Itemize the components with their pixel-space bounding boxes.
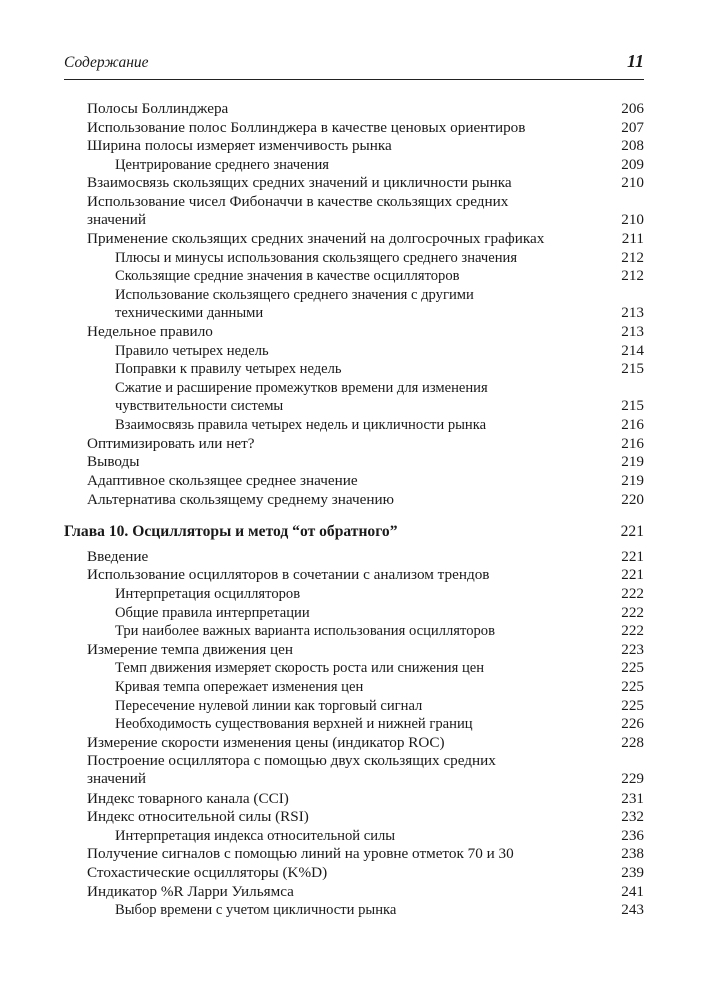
toc-entry-page: 226 xyxy=(621,715,644,733)
toc-entry-page: 220 xyxy=(621,490,644,508)
toc-entry-title: Пересечение нулевой линии как торговый сигнал xyxy=(115,697,423,714)
toc-entry-page: 216 xyxy=(621,434,644,452)
toc-entry-page: 236 xyxy=(621,826,644,844)
toc-entry-page: 207 xyxy=(621,118,644,136)
toc-entry-page: 225 xyxy=(621,696,644,714)
toc-entry-page: 219 xyxy=(621,453,644,471)
toc-entry-page: 221 xyxy=(621,547,644,565)
toc-entry-page: 231 xyxy=(621,789,644,807)
toc-entry-page: 222 xyxy=(621,585,644,602)
toc-entry-page: 206 xyxy=(621,100,644,117)
toc-entry-title: Сжатие и расширение промежутков времени для изменения xyxy=(115,380,488,396)
toc-entry-page: 232 xyxy=(621,808,644,826)
toc-entry-title: Кривая темпа опережает изменения цен xyxy=(115,679,364,695)
toc-entry-title: Индекс относительной силы (RSI) xyxy=(87,808,309,826)
toc-entry-title: Интерпретация осцилляторов xyxy=(115,586,301,602)
toc-entry-page: 213 xyxy=(621,323,644,341)
toc-entry-title: Альтернатива скользящему среднему значению xyxy=(87,490,394,508)
toc-entry-page: 213 xyxy=(621,304,644,321)
toc-entry-title: Оптимизировать или нет? xyxy=(87,434,255,452)
toc-entry-title: Скользящие средние значения в качестве осцилляторов xyxy=(115,268,460,285)
toc-entry-page: 241 xyxy=(621,882,644,900)
toc-entry-title: Стохастические осцилляторы (K%D) xyxy=(87,864,328,881)
toc-entry-page: 210 xyxy=(621,211,644,228)
toc-entry-title: Интерпретация индекса относительной силы xyxy=(115,827,396,844)
toc-entry-title-continued: значений xyxy=(87,770,147,788)
toc-entry-title: Построение осциллятора с помощью двух скользящих средних xyxy=(87,752,496,770)
toc-entry-title: Ширина полосы измеряет изменчивость рынка xyxy=(87,137,392,155)
toc-entry-page: 221 xyxy=(620,523,644,541)
toc-entry-title: Получение сигналов с помощью линий на уровне отметок 70 и 30 xyxy=(87,845,514,863)
toc-entry-title: Глава 10. Осцилляторы и метод “от обратного” xyxy=(64,523,398,541)
toc-entry-page: 208 xyxy=(621,137,644,155)
toc-entry-title: Использование скользящего среднего значения с другими xyxy=(115,287,474,303)
toc-entry-title: Адаптивное скользящее среднее значение xyxy=(87,472,358,489)
toc-entry-title: Индекс товарного канала (CCI) xyxy=(87,789,289,807)
toc-entry-title: Применение скользящих средних значений на долгосрочных графиках xyxy=(87,230,545,248)
toc-entry-title: Общие правила интерпретации xyxy=(115,604,310,621)
toc-entry-title: Измерение скорости изменения цены (индикатор ROC) xyxy=(87,733,445,751)
toc-entry-page: 222 xyxy=(621,622,644,640)
toc-entry-title: Поправки к правилу четырех недель xyxy=(115,361,342,378)
toc-entry-title-continued: чувствительности системы xyxy=(115,398,284,414)
toc-entry-title: Необходимость существования верхней и нижней границ xyxy=(115,716,473,733)
toc-entry-page: 243 xyxy=(621,901,644,919)
toc-entry-page: 221 xyxy=(621,566,644,584)
toc-entry-page: 210 xyxy=(621,174,644,192)
toc-entry-title: Взаимосвязь правила четырех недель и цикличности рынка xyxy=(115,417,487,434)
toc-entry-title: Введение xyxy=(87,547,149,565)
toc-entry-page: 216 xyxy=(621,416,644,434)
toc-entry-title: Недельное правило xyxy=(87,323,213,341)
toc-entry-title: Взаимосвязь скользящих средних значений и цикличности рынка xyxy=(87,174,512,192)
toc-entry-page: 215 xyxy=(621,397,644,414)
toc-entry-title: Центрирование среднего значения xyxy=(115,156,329,173)
toc-entry-page: 222 xyxy=(621,603,644,621)
toc-entry-page: 212 xyxy=(621,248,644,266)
toc-entry-page: 211 xyxy=(621,230,644,248)
toc-entry-title: Индикатор %R Ларри Уильямса xyxy=(87,882,294,900)
toc-entry-page: 215 xyxy=(621,360,644,378)
toc-entry-title: Плюсы и минусы использования скользящего среднего значения xyxy=(115,249,518,266)
toc-entry-title: Темп движения измеряет скорость роста или снижения цен xyxy=(115,660,485,677)
toc-entry-page: 219 xyxy=(621,472,644,489)
toc-entry-title: Использование осцилляторов в сочетании с анализом трендов xyxy=(87,566,490,584)
toc-entry-title: Использование полос Боллинджера в качестве ценовых ориентиров xyxy=(87,118,526,136)
toc-entry-page: 223 xyxy=(621,640,644,658)
toc-entry-page: 209 xyxy=(621,155,644,173)
page-number: 11 xyxy=(626,51,644,71)
toc-entry-title: Полосы Боллинджера xyxy=(87,100,229,117)
toc-entry-page: 229 xyxy=(621,770,644,788)
toc-entry-title-continued: техническими данными xyxy=(115,305,264,321)
toc-entry-title: Правило четырех недель xyxy=(115,342,269,359)
toc-entry-page: 225 xyxy=(621,678,644,695)
toc-entry-title: Измерение темпа движения цен xyxy=(87,640,293,658)
toc-entry-page: 214 xyxy=(621,341,644,359)
toc-entry-page: 225 xyxy=(621,659,644,677)
toc-entry-title: Использование чисел Фибоначчи в качестве скользящих средних xyxy=(87,193,509,210)
toc-entry-title: Выводы xyxy=(87,453,140,471)
toc-entry-title: Три наиболее важных варианта использования осцилляторов xyxy=(115,623,495,640)
toc-entry-title: Выбор времени с учетом цикличности рынка xyxy=(115,902,397,919)
toc-entry-page: 228 xyxy=(621,733,644,751)
toc-entry-page: 212 xyxy=(621,267,644,285)
toc-entry-title-continued: значений xyxy=(87,211,147,228)
toc-entry-page: 239 xyxy=(621,864,644,881)
running-head: Содержание xyxy=(64,54,149,71)
toc-entry-page: 238 xyxy=(621,845,644,863)
